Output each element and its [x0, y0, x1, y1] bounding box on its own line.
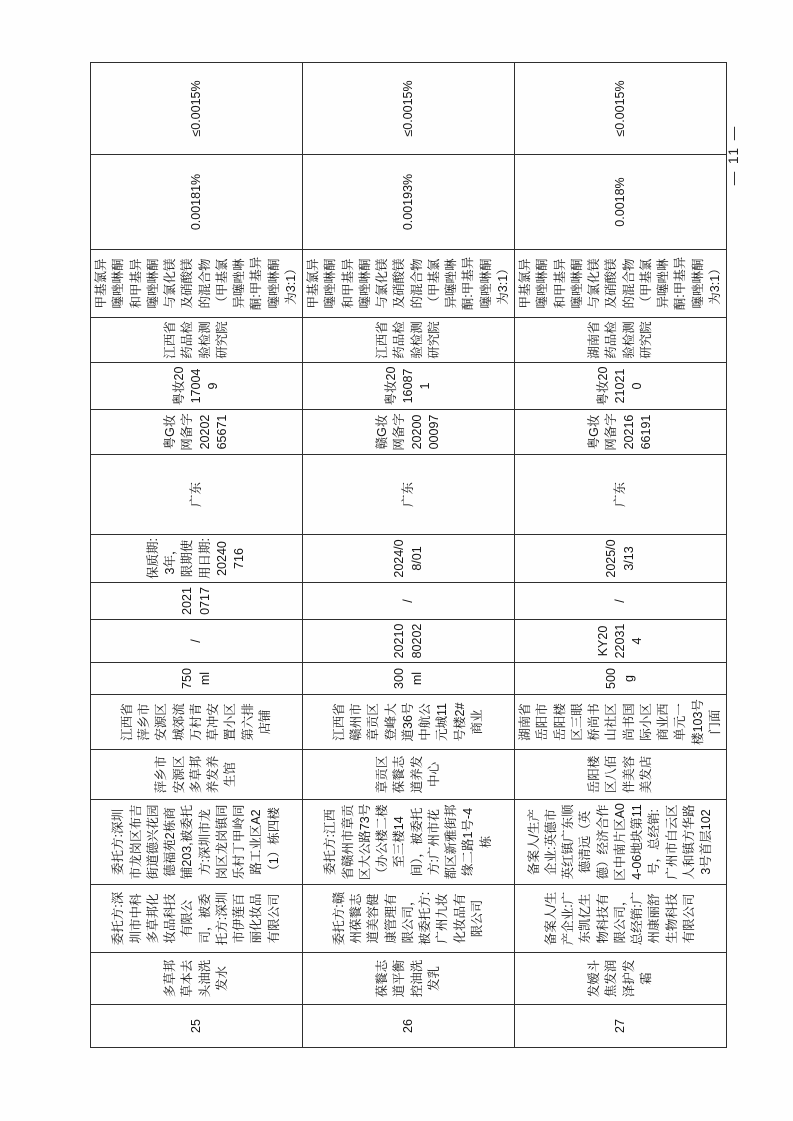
serial-number-cell: 26 — [303, 1005, 515, 1048]
table-row — [515, 63, 727, 1048]
license-number-cell: 粤妆20210210 — [515, 363, 727, 410]
results-table-body — [91, 63, 727, 1048]
production-province-cell: 广东 — [91, 455, 303, 535]
inspection-item-cell: 甲基氯异噻唑啉酮和甲基异噻唑啉酮与氯化镁及硝酸镁的混合物（甲基氯异噻唑啉酮:甲基异噻唑啉酮为3:1） — [91, 250, 303, 318]
filing-number-cell: 赣G妆网备字2020000097 — [303, 410, 515, 455]
production-province-cell: 广东 — [303, 455, 515, 535]
standard-limit-cell: ≤0.0015% — [303, 63, 515, 155]
batch-number-cell: 2021080202 — [303, 620, 515, 663]
sampled-unit-address-cell: 湖南省岳阳市岳阳楼区三眼桥尚书山社区尚书国际小区商业西单元一楼103号门面 — [515, 695, 727, 750]
expiry-date-cell: 2025/03/13 — [515, 535, 727, 583]
labeled-manufacturer-cell: 备案人/生产企业:广东凯亿生物科技有限公司，总经销:广州康丽舒生物科技有限公司 — [515, 885, 727, 953]
sampled-unit-cell: 章贡区葆餮志道养发中心 — [303, 750, 515, 800]
inspection-agency-cell: 江西省药品检验检测研究院 — [91, 318, 303, 363]
sampled-unit-address-cell: 江西省萍乡市安源区城郊流万村青草冲安置小区第六排店铺 — [91, 695, 303, 750]
specification-cell: 300ml — [303, 663, 515, 695]
serial-number-cell: 27 — [515, 1005, 727, 1048]
sampled-unit-address-cell: 江西省赣州市章贡区登峰大道36号中航公元城11号楼2#商业 — [303, 695, 515, 750]
serial-number-cell: 25 — [91, 1005, 303, 1048]
inspection-item-cell: 甲基氯异噻唑啉酮和甲基异噻唑啉酮与氯化镁及硝酸镁的混合物（甲基氯异噻唑啉酮:甲基异噻唑啉酮为3:1） — [303, 250, 515, 318]
batch-number-cell: / — [91, 620, 303, 663]
sampled-unit-cell: 岳阳楼区八佰伴美容美发店 — [515, 750, 727, 800]
inspection-results-table — [90, 62, 727, 1048]
inspection-agency-cell: 湖南省药品检验检测研究院 — [515, 318, 727, 363]
test-result-cell: 0.0018% — [515, 155, 727, 250]
page-number: — 11 — — [726, 124, 741, 186]
table-row — [303, 63, 515, 1048]
specification-cell: 500g — [515, 663, 727, 695]
product-name-cell: 发嫒斗焦发润泽护发霜 — [515, 953, 727, 1005]
inspection-agency-cell: 江西省药品检验检测研究院 — [303, 318, 515, 363]
specification-cell: 750ml — [91, 663, 303, 695]
production-date-cell: / — [515, 583, 727, 620]
product-name-cell: 多草邦草本去头油洗发水 — [91, 953, 303, 1005]
license-number-cell: 粤妆20170049 — [91, 363, 303, 410]
expiry-date-cell: 2024/08/01 — [303, 535, 515, 583]
standard-limit-cell: ≤0.0015% — [91, 63, 303, 155]
inspection-item-cell: 甲基氯异噻唑啉酮和甲基异噻唑啉酮与氯化镁及硝酸镁的混合物（甲基氯异噻唑啉酮:甲基异噻唑啉酮为3:1） — [515, 250, 727, 318]
manufacturer-address-cell: 备案人/生产企业:英德市英红镇广东顺德清远（英德）经济合作区中南片区A04-06地块第11号，总经销:广州市白云区人和镇方华路3号首层102 — [515, 800, 727, 885]
production-province-cell: 广东 — [515, 455, 727, 535]
production-date-cell: 20210717 — [91, 583, 303, 620]
labeled-manufacturer-cell: 委托方:深圳市中科多草邦化妆品科技有限公司，被委托方:深圳市伊莲百丽化妆品有限公司 — [91, 885, 303, 953]
test-result-cell: 0.00193% — [303, 155, 515, 250]
manufacturer-address-cell: 委托方:深圳市龙岗区布吉街道德兴花园德福苑2栋商铺203,被委托方:深圳市龙岗区龙岗镇同乐村丁甲岭同路工业区A2（1）栋四楼 — [91, 800, 303, 885]
sampled-unit-cell: 萍乡市安源区多草邦养发养生馆 — [91, 750, 303, 800]
license-number-cell: 粤妆20160871 — [303, 363, 515, 410]
manufacturer-address-cell: 委托方:江西省赣州市章贡区大公路73号（办公楼二楼至三楼14间），被委托方:广州市花都区新雅街邦缘二路1号-4栋 — [303, 800, 515, 885]
product-name-cell: 葆餮志道平衡控油洗发乳 — [303, 953, 515, 1005]
filing-number-cell: 粤G妆网备字2020265671 — [91, 410, 303, 455]
table-row — [91, 63, 303, 1048]
filing-number-cell: 粤G妆网备字2021666191 — [515, 410, 727, 455]
test-result-cell: 0.00181% — [91, 155, 303, 250]
batch-number-cell: KY20220314 — [515, 620, 727, 663]
production-date-cell: / — [303, 583, 515, 620]
labeled-manufacturer-cell: 委托方:赣州葆餮志道美容健康管理有限公司，被委托方:广州九妆化妆品有限公司 — [303, 885, 515, 953]
standard-limit-cell: ≤0.0015% — [515, 63, 727, 155]
expiry-date-cell: 保质期:3年，限期使用日期:20240716 — [91, 535, 303, 583]
